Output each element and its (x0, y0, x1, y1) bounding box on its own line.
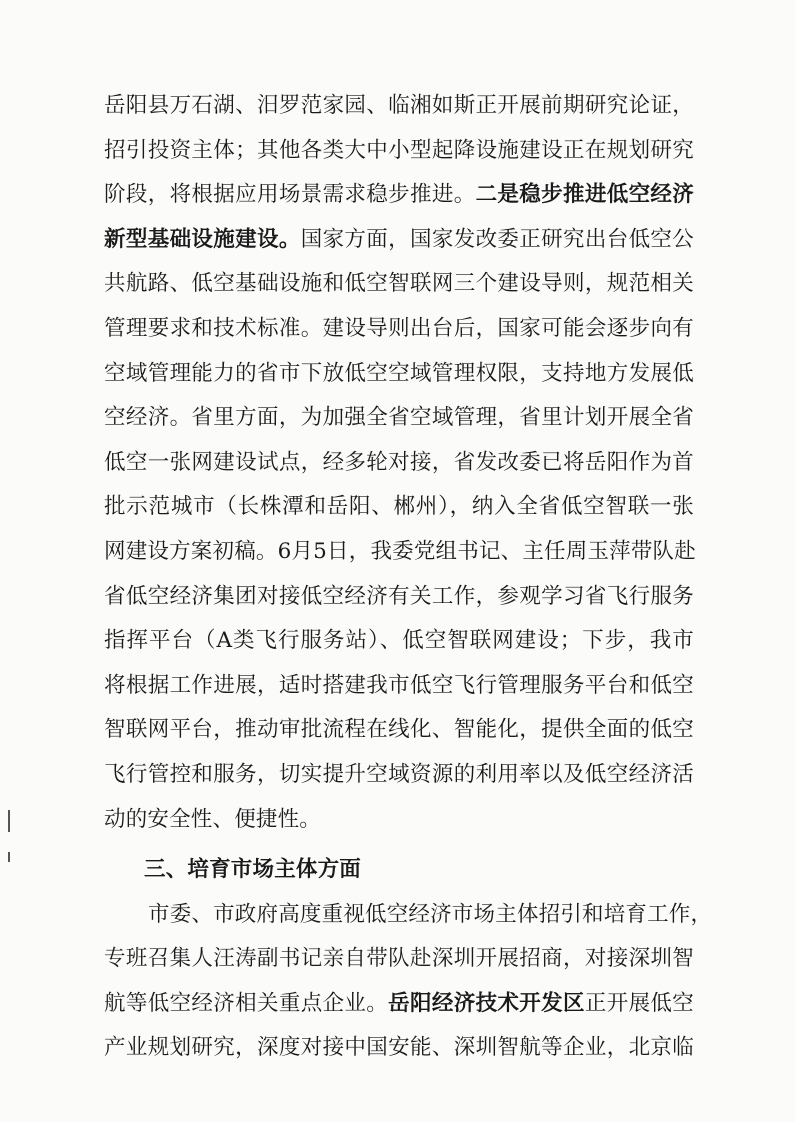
text-run: 智联网平台，推动审批流程在线化、智能化，提供全面的低空 (104, 717, 694, 743)
text-line (104, 937, 694, 982)
text-line (104, 708, 694, 753)
text-line (104, 218, 694, 263)
text-run: 动的安全性、便捷性。 (104, 806, 322, 832)
text-run: 专班召集人汪涛副书记亲自带队赴深圳开展招商，对接深圳智 (104, 946, 694, 972)
text-line (104, 893, 713, 938)
text-run: 空经济。省里方面，为加强全省空域管理，省里计划开展全省 (104, 405, 694, 431)
text-run: 指挥平台（A类飞行服务站）、低空智联网建设；下步，我市 (104, 628, 694, 654)
text-line (104, 1026, 694, 1071)
text-line (104, 530, 694, 575)
text-run: 市委、市政府高度重视低空经济市场主体招引和培育工作， (148, 901, 713, 927)
text-line (104, 753, 694, 798)
text-run: 阶段，将根据应用场景需求稳步推进。 (104, 182, 476, 208)
bold-phrase: 岳阳经济技术开发区 (388, 990, 585, 1016)
text-line (104, 982, 694, 1027)
text-line (104, 575, 694, 620)
text-run: 飞行管控和服务，切实提升空域资源的利用率以及低空经济活 (104, 761, 694, 787)
section-heading: 三、培育市场主体方面 (144, 857, 362, 883)
text-line (104, 173, 694, 218)
text-line (104, 307, 694, 352)
text-run: 招引投资主体；其他各类大中小型起降设施建设正在规划研究 (104, 137, 694, 163)
scan-edge-mark (8, 810, 10, 832)
text-run: 产业规划研究，深度对接中国安能、深圳智航等企业，北京临 (104, 1035, 694, 1061)
text-line (104, 485, 694, 530)
text-run: 国家方面，国家发改委正研究出台低空公 (300, 226, 694, 252)
text-line (104, 441, 694, 486)
scan-edge-mark (8, 852, 10, 862)
paragraph-block-1 (104, 84, 694, 842)
text-line (104, 352, 694, 397)
text-run: 航等低空经济相关重点企业。 (104, 990, 389, 1016)
text-run: 管理要求和技术标准。建设导则出台后，国家可能会逐步向有 (104, 315, 694, 341)
text-line (104, 664, 694, 709)
text-line (104, 84, 694, 129)
text-run: 省低空经济集团对接低空经济有关工作，参观学习省飞行服务 (104, 583, 694, 609)
text-run: 批示范城市（长株潭和岳阳、郴州），纳入全省低空智联一张 (104, 494, 694, 520)
text-line (104, 396, 694, 441)
text-run: 低空一张网建设试点，经多轮对接，省发改委已将岳阳作为首 (104, 449, 694, 475)
text-line (104, 262, 694, 307)
text-run: 空域管理能力的省市下放低空空域管理权限，支持地方发展低 (104, 360, 694, 386)
body-text (104, 84, 713, 1071)
text-line (104, 129, 694, 174)
text-line (104, 798, 694, 843)
text-run: 网建设方案初稿。6月5日，我委党组书记、主任周玉萍带队赴 (104, 538, 696, 564)
bold-phrase: 新型基础设施建设。 (104, 226, 301, 252)
bold-phrase: 二是稳步推进低空经济 (475, 182, 694, 208)
text-line (104, 619, 694, 664)
text-run: 正开展低空 (584, 990, 694, 1016)
text-run: 将根据工作进展，适时搭建我市低空飞行管理服务平台和低空 (104, 672, 694, 698)
paragraph-block-2 (104, 893, 713, 1071)
text-run: 岳阳县万石湖、汨罗范家园、临湘如斯正开展前期研究论证， (104, 93, 694, 118)
text-run: 共航路、低空基础设施和低空智联网三个建设导则，规范相关 (104, 271, 694, 297)
